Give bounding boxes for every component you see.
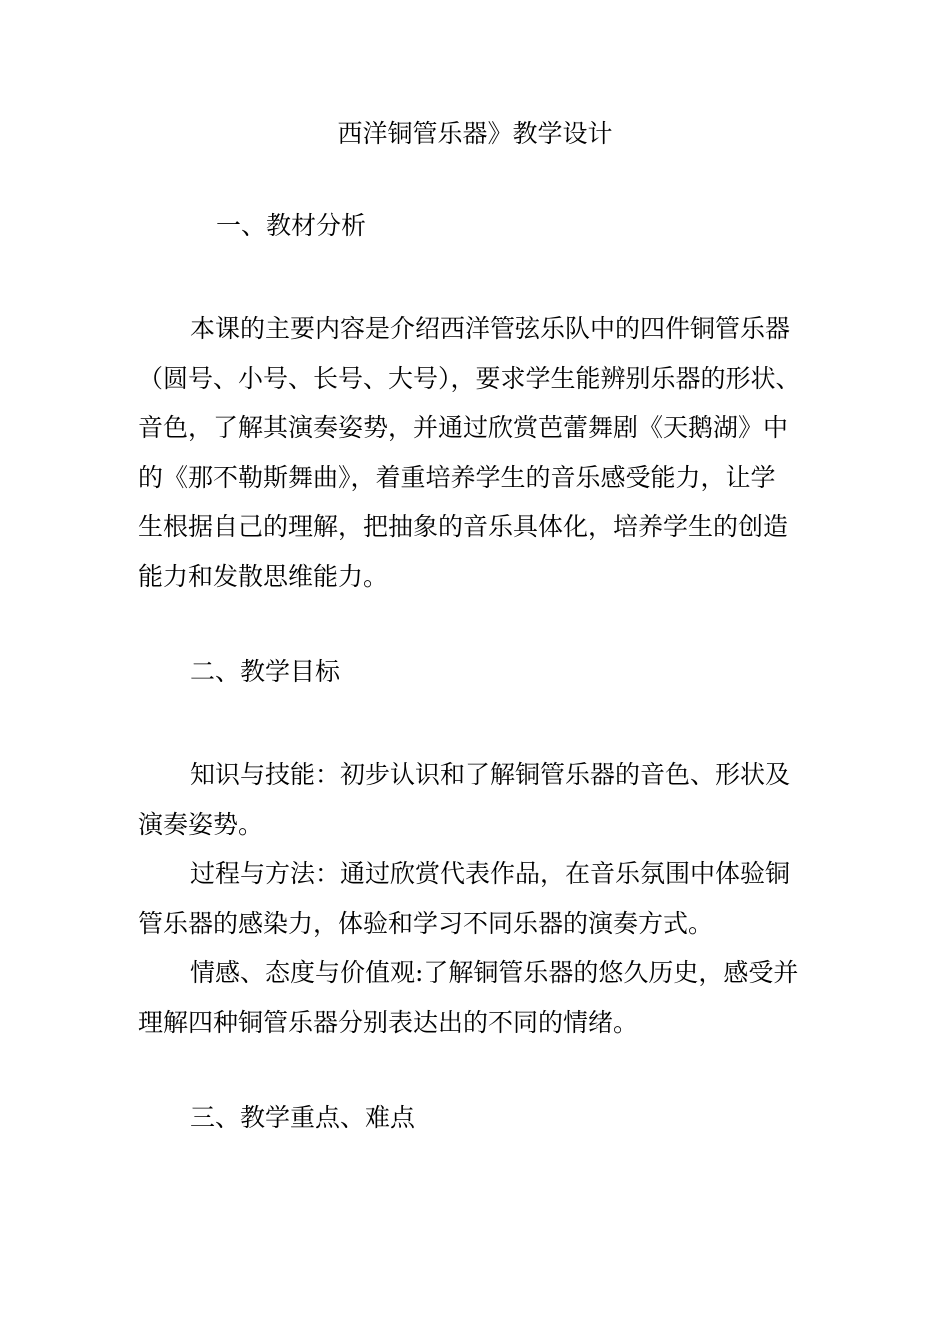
- section-heading-materials-analysis: 一、教材分析: [216, 211, 367, 240]
- section-heading-key-difficult-points: 三、教学重点、难点: [190, 1103, 416, 1132]
- paragraph-line: 能力和发散思维能力。: [138, 561, 389, 591]
- paragraph-line: 理解四种铜管乐器分别表达出的不同的情绪。: [138, 1007, 639, 1037]
- paragraph-line: 知识与技能：初步认识和了解铜管乐器的音色、形状及: [190, 760, 791, 789]
- section-heading-teaching-objectives: 二、教学目标: [190, 657, 341, 686]
- paragraph-line: 音色，了解其演奏姿势，并通过欣赏芭蕾舞剧《天鹅湖》中: [138, 413, 789, 442]
- paragraph-knowledge-skills: [138, 750, 818, 849]
- paragraph-process-methods: [138, 849, 818, 948]
- document-title: 西洋铜管乐器》教学设计: [337, 119, 613, 148]
- paragraph-line: 本课的主要内容是介绍西洋管弦乐队中的四件铜管乐器: [190, 314, 791, 343]
- paragraph-line: 过程与方法：通过欣赏代表作品，在音乐氛围中体验铜: [190, 859, 791, 888]
- paragraph-materials-analysis: [138, 304, 818, 601]
- paragraph-line: 情感、态度与价值观:了解铜管乐器的悠久历史，感受并: [190, 958, 799, 987]
- paragraph-emotions-values: [138, 948, 818, 1047]
- paragraph-line: 的《那不勒斯舞曲》，着重培养学生的音乐感受能力，让学: [138, 462, 776, 492]
- paragraph-line: 管乐器的感染力，体验和学习不同乐器的演奏方式。: [138, 908, 714, 938]
- paragraph-line: （圆号、小号、长号、大号），要求学生能辨别乐器的形状、: [138, 363, 801, 393]
- paragraph-line: 演奏姿势。: [138, 809, 264, 839]
- paragraph-line: 生根据自己的理解，把抽象的音乐具体化，培养学生的创造: [138, 512, 789, 541]
